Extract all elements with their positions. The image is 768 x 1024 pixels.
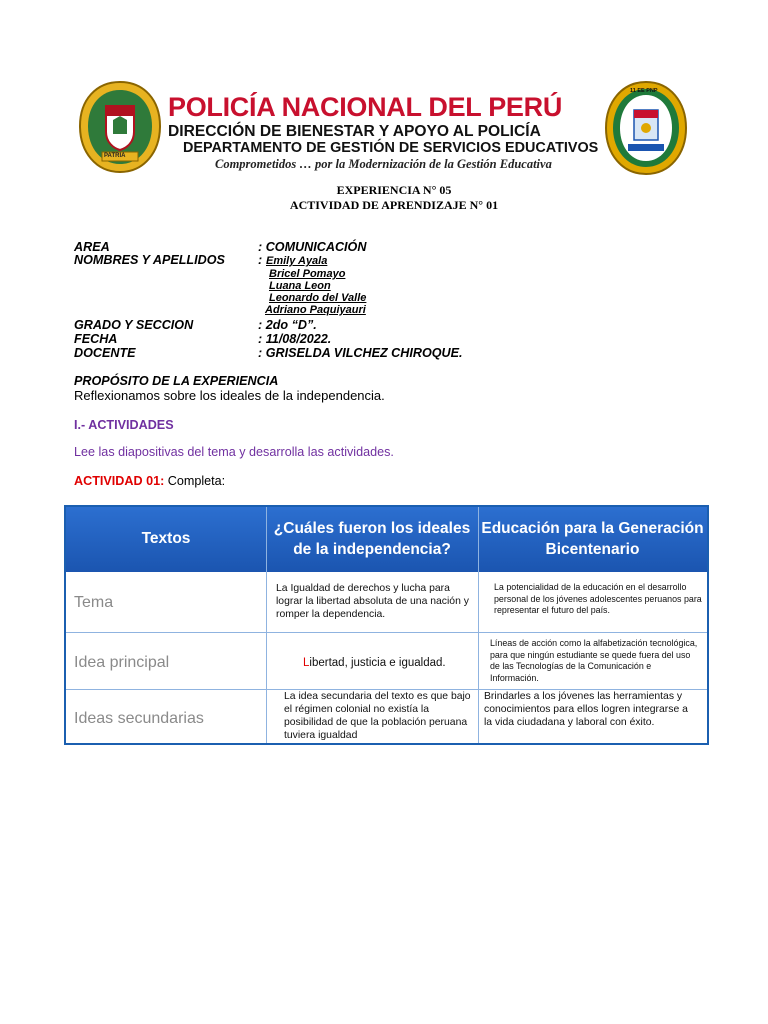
student-name: Leonardo del Valle: [269, 292, 367, 304]
cell-tema-ideales: La Igualdad de derechos y lucha para lograr la libertad absoluta de una nación y romper la dependencia.: [276, 583, 469, 620]
student-name: Bricel Pomayo: [269, 268, 346, 280]
activity-01-line: [74, 474, 225, 488]
row-divider: [66, 632, 707, 633]
cell-rest-text: ibertad, justicia e igualdad.: [309, 657, 446, 669]
direction-name: DIRECCIÓN DE BIENESTAR Y APOYO AL POLICÍA: [168, 123, 541, 140]
activity-table: [64, 505, 709, 745]
purpose-text: Reflexionamos sobre los ideales de la independencia.: [74, 388, 385, 403]
activities-title: I.- ACTIVIDADES: [74, 418, 174, 432]
area-label: AREA: [74, 240, 110, 254]
cell-idea-principal-educacion: Líneas de acción como la alfabetización tecnológica, para que ningún estudiante se quede fuera del uso de las Tecnologías de la Comunicación e Información.: [490, 638, 698, 683]
cell-tema-educacion: La potencialidad de la educación en el desarrollo personal de los jóvenes adolescentes peruanos para representar el futuro del país.: [494, 582, 702, 615]
date-value: : 11/08/2022.: [258, 332, 332, 346]
department-name: DEPARTAMENTO DE GESTIÓN DE SERVICIOS EDUCATIVOS: [183, 140, 599, 156]
header-motto: Comprometidos … por la Modernización de la Gestión Educativa: [215, 157, 552, 171]
student-name: Emily Ayala: [266, 255, 328, 267]
seal-ribbon-text: PATRIA: [104, 153, 126, 159]
activity-01-text: Completa:: [164, 474, 226, 488]
column-divider: [266, 507, 267, 743]
date-label: FECHA: [74, 332, 118, 346]
student-name: Adriano Paquiyauri: [265, 304, 366, 316]
header-educacion: Educación para la Generación Bicentenario: [481, 520, 704, 558]
header-ideales: ¿Cuáles fueron los ideales de la independencia?: [273, 520, 471, 558]
column-divider: [478, 507, 479, 743]
names-colon: :: [258, 253, 263, 267]
row-label-idea-principal: Idea principal: [74, 654, 170, 671]
purpose-title: PROPÓSITO DE LA EXPERIENCIA: [74, 374, 279, 388]
experience-title: EXPERIENCIA N° 05: [336, 183, 452, 197]
row-label-ideas-secundarias: Ideas secundarias: [74, 710, 204, 727]
grade-value: : 2do “D”.: [258, 318, 317, 332]
police-seal-left: [78, 80, 162, 174]
school-seal-right: [604, 80, 688, 176]
cell-ideas-secundarias-educacion: Brindarles a los jóvenes las herramientas y conocimientos para ellos logren integrarse a la vida ciudadana y laboral con éxito.: [484, 691, 688, 728]
activity-01-label: ACTIVIDAD 01:: [74, 474, 165, 488]
teacher-label: DOCENTE: [74, 346, 136, 360]
activities-instruction: Lee las diapositivas del tema y desarrolla las actividades.: [74, 445, 394, 459]
institution-name: POLICÍA NACIONAL DEL PERÚ: [168, 92, 563, 122]
header-textos: Textos: [141, 530, 191, 548]
cell-idea-principal-ideales: [303, 657, 446, 669]
row-label-tema: Tema: [74, 594, 114, 611]
cell-ideas-secundarias-ideales: La idea secundaria del texto es que bajo el régimen colonial no existía la posibilidad de que la población peruana tuviera igualdad: [284, 691, 471, 741]
grade-label: GRADO Y SECCION: [74, 318, 194, 332]
activity-title: ACTIVIDAD DE APRENDIZAJE N° 01: [289, 198, 499, 212]
cell-first-letter: L: [303, 657, 310, 669]
names-label: NOMBRES Y APELLIDOS: [74, 253, 225, 267]
teacher-value: : GRISELDA VILCHEZ CHIROQUE.: [258, 346, 463, 360]
seal-banner-text: 11 EE PNP: [630, 88, 658, 94]
student-name: Luana Leon: [269, 280, 331, 292]
area-value: : COMUNICACIÓN: [258, 240, 367, 254]
